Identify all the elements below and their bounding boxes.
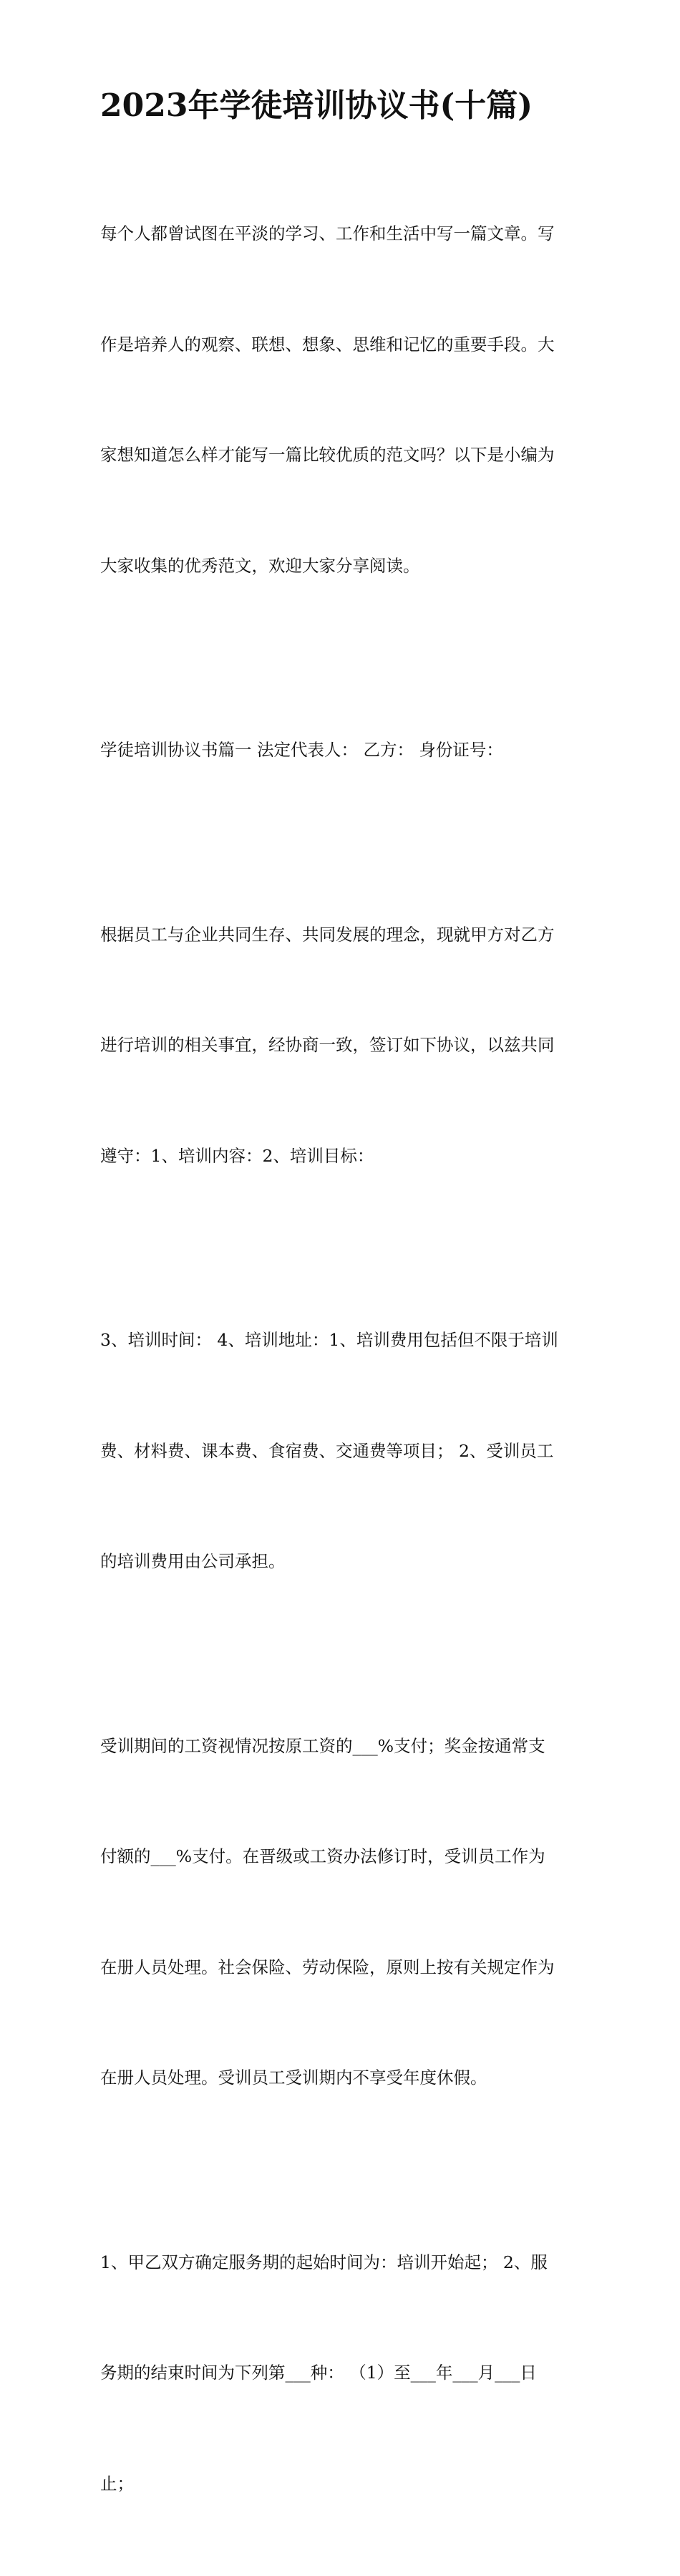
paragraph-line: 作是培养人的观察、联想、想象、思维和记忆的重要手段。大 <box>100 327 587 364</box>
paragraph-line: 止； <box>100 2466 587 2503</box>
paragraph-line: 根据员工与企业共同生存、共同发展的理念，现就甲方对乙方 <box>100 917 587 954</box>
paragraph-line: 费、材料费、课本费、食宿费、交通费等项目； 2、受训员工 <box>100 1433 587 1470</box>
paragraph-wages <box>100 1654 587 2171</box>
paragraph-line: 大家收集的优秀范文，欢迎大家分享阅读。 <box>100 548 587 585</box>
paragraph-line: 学徒培训协议书篇一 法定代表人： 乙方： 身份证号： <box>100 732 587 769</box>
document-page <box>0 0 680 880</box>
paragraph-line: 付额的___%支付。在晋级或工资办法修订时，受训员工作为 <box>100 1838 587 1876</box>
paragraph-line: 务期的结束时间为下列第___种： （1）至___年___月___日 <box>100 2355 587 2392</box>
paragraph-service-period <box>100 2171 587 2576</box>
paragraph-line: 每个人都曾试图在平淡的学习、工作和生活中写一篇文章。写 <box>100 216 587 253</box>
paragraph-line: 家想知道怎么样才能写一篇比较优质的范文吗？以下是小编为 <box>100 437 587 474</box>
paragraph-line: 在册人员处理。社会保险、劳动保险，原则上按有关规定作为 <box>100 1949 587 1987</box>
paragraph-training-fees <box>100 1248 587 1654</box>
paragraph-line: 在册人员处理。受训员工受训期内不享受年度休假。 <box>100 2060 587 2097</box>
paragraph-intro <box>100 142 587 658</box>
paragraph-basis <box>100 843 587 1249</box>
document-title: 2023年学徒培训协议书(十篇) <box>100 85 601 127</box>
paragraph-parties <box>100 658 587 843</box>
paragraph-line: 进行培训的相关事宜，经协商一致，签订如下协议，以兹共同 <box>100 1027 587 1064</box>
paragraph-line: 1、甲乙双方确定服务期的起始时间为：培训开始起； 2、服 <box>100 2244 587 2282</box>
document-body <box>100 142 587 2576</box>
paragraph-line: 受训期间的工资视情况按原工资的___%支付；奖金按通常支 <box>100 1728 587 1765</box>
paragraph-line: 的培训费用由公司承担。 <box>100 1543 587 1581</box>
paragraph-line: 遵守：1、培训内容：2、培训目标： <box>100 1138 587 1175</box>
paragraph-line: 3、培训时间： 4、培训地址：1、培训费用包括但不限于培训 <box>100 1322 587 1359</box>
